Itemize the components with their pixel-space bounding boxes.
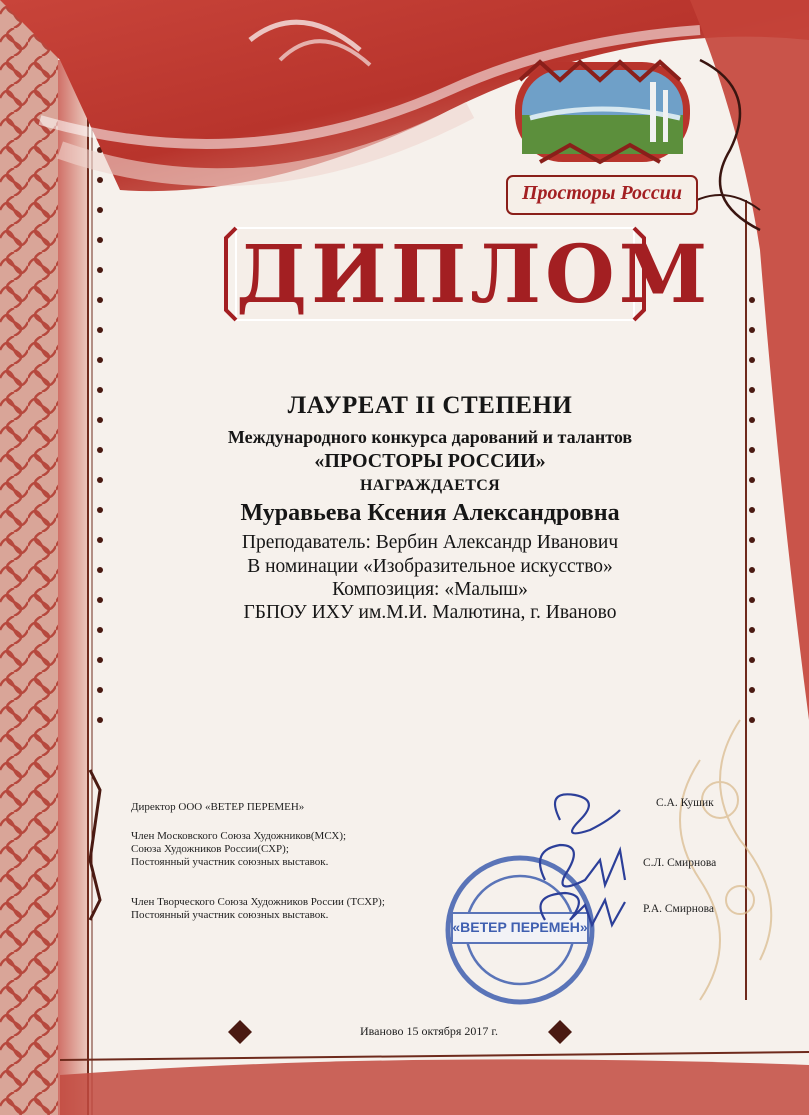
bottom-band bbox=[60, 1059, 809, 1115]
composition-line: Композиция: «Малыш» bbox=[332, 579, 528, 600]
laureate-degree: ЛАУРЕАТ II СТЕПЕНИ bbox=[287, 392, 573, 419]
member1-role bbox=[131, 830, 346, 869]
diploma-title: ДИПЛОМ bbox=[236, 227, 712, 321]
signatures bbox=[540, 794, 625, 925]
signatory-name-2: С.Л. Смирнова bbox=[643, 857, 717, 869]
stamp-text: «ВЕТЕР ПЕРЕМЕН» bbox=[452, 919, 588, 935]
nomination-line: В номинации «Изобразительное искусство» bbox=[247, 556, 613, 577]
left-knot-border bbox=[0, 0, 58, 1115]
school-line: ГБПОУ ИХУ им.М.И. Малютина, г. Иваново bbox=[243, 602, 617, 623]
member2-role-line: Член Творческого Союза Художников России (ТСХР); bbox=[131, 896, 385, 908]
signatory-name-1: С.А. Кушик bbox=[656, 797, 714, 809]
director-role: Директор ООО «ВЕТЕР ПЕРЕМЕН» bbox=[131, 801, 305, 813]
member1-role-line: Союза Художников России(СХР); bbox=[131, 843, 289, 855]
contest-name: «ПРОСТОРЫ РОССИИ» bbox=[314, 450, 546, 472]
logo-brand-text: Просторы России bbox=[521, 182, 683, 204]
signatory-name-3: Р.А. Смирнова bbox=[643, 903, 715, 915]
awarded-label: НАГРАЖДАЕТСЯ bbox=[360, 477, 500, 494]
member1-role-line: Член Московского Союза Художников(МСХ); bbox=[131, 830, 347, 842]
member1-role-line: Постоянный участник союзных выставок. bbox=[131, 856, 329, 868]
member2-role bbox=[131, 896, 385, 922]
issue-date: Иваново 15 октября 2017 г. bbox=[360, 1024, 498, 1038]
teacher-line: Преподаватель: Вербин Александр Иванович bbox=[241, 532, 619, 553]
contest-description: Международного конкурса дарований и талантов bbox=[227, 427, 633, 447]
recipient-name: Муравьева Ксения Александровна bbox=[240, 500, 620, 526]
member2-role-line: Постоянный участник союзных выставок. bbox=[131, 909, 329, 921]
